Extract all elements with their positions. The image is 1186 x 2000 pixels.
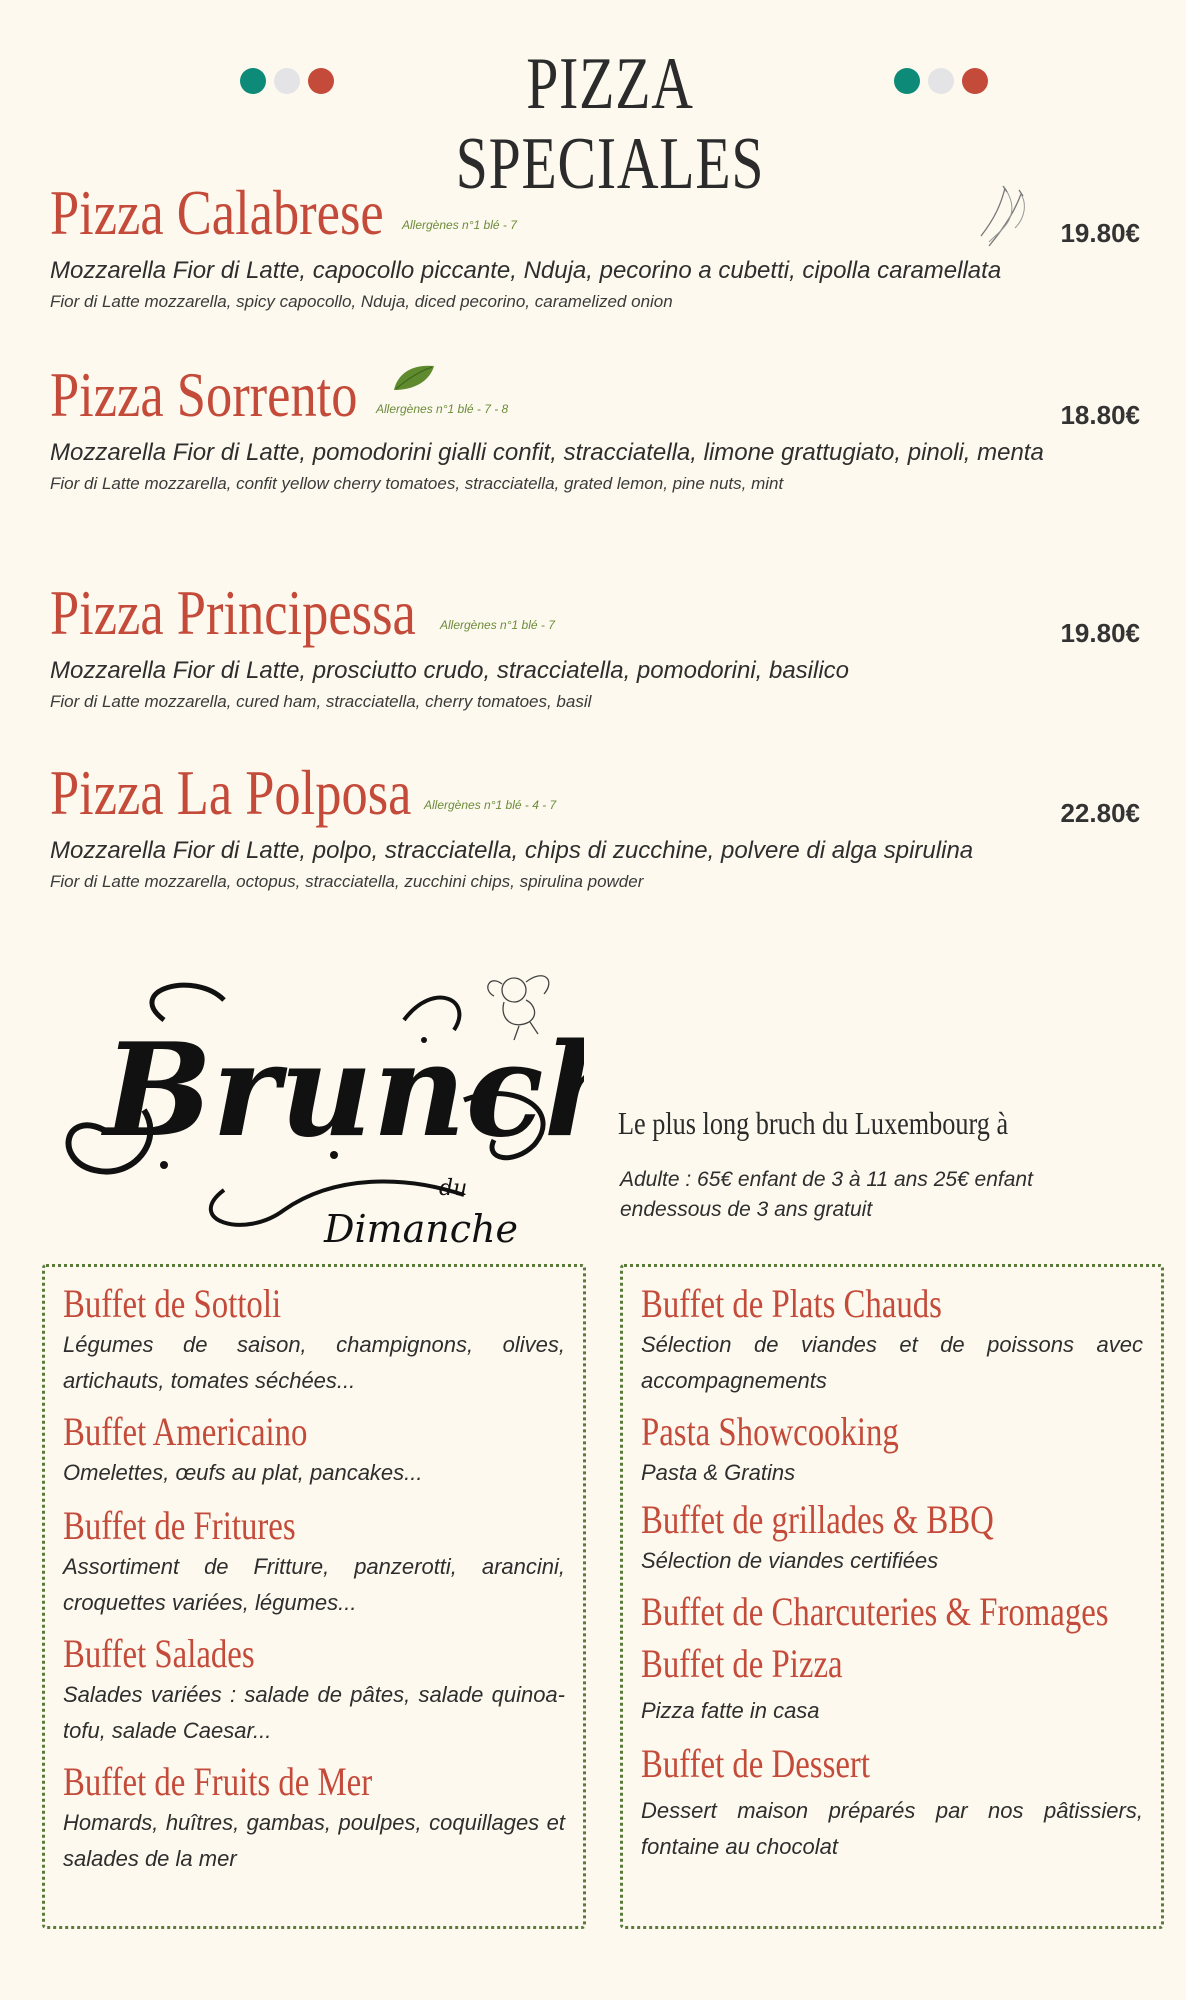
- buffet-name: Buffet Salades: [63, 1631, 255, 1676]
- buffet-description: Sélection de viandes et de poissons avec accompagnements: [641, 1332, 1143, 1393]
- pizza-item-principessa: [50, 578, 1140, 712]
- pizza-price: 19.80€: [1060, 618, 1140, 648]
- brunch-title: Brunch: [104, 1016, 584, 1166]
- brunch-du: du: [439, 1176, 468, 1201]
- buffet-item: [63, 1631, 565, 1749]
- buffet-name: Buffet de Sottoli: [63, 1281, 282, 1326]
- buffet-description: Pizza fatte in casa: [641, 1698, 820, 1723]
- buffet-description: Omelettes, œufs au plat, pancakes...: [63, 1460, 423, 1485]
- buffet-description: Sélection de viandes certifiées: [641, 1548, 939, 1573]
- white-dot: [928, 68, 954, 94]
- italian-flag-dots-right: [894, 68, 988, 94]
- buffet-description: Salades variées : salade de pâtes, salade quinoa-tofu, salade Caesar...: [63, 1682, 565, 1743]
- allergen-note: Allergènes n°1 blé - 7: [402, 218, 517, 232]
- brunch-dimanche: Dimanche: [324, 1207, 519, 1250]
- red-dot: [962, 68, 988, 94]
- italian-flag-dots-left: [240, 68, 334, 94]
- red-dot: [308, 68, 334, 94]
- buffet-name: Buffet de grillades & BBQ: [641, 1497, 994, 1542]
- pizza-price: 19.80€: [1060, 218, 1140, 248]
- buffet-item: [641, 1741, 1143, 1865]
- pizza-description: Mozzarella Fior di Latte, polpo, stracciatella, chips di zucchine, polvere di alga spirulina: [50, 837, 974, 864]
- allergen-note: Allergènes n°1 blé - 4 - 7: [424, 798, 557, 812]
- pizza-translation: Fior di Latte mozzarella, confit yellow cherry tomatoes, stracciatella, grated lemon, pine nuts, mint: [50, 474, 784, 493]
- buffet-description: Assortiment de Fritture, panzerotti, arancini, croquettes variées, légumes...: [63, 1554, 565, 1615]
- buffet-item: [641, 1641, 1143, 1729]
- pizza-translation: Fior di Latte mozzarella, spicy capocollo, Nduja, diced pecorino, caramelized onion: [50, 292, 673, 311]
- pizza-item-sorrento: [50, 360, 1140, 494]
- chili-pepper-icon: [975, 184, 1031, 259]
- buffet-item: [63, 1281, 565, 1399]
- allergen-note: Allergènes n°1 blé - 7 - 8: [376, 402, 509, 416]
- buffet-description: Légumes de saison, champignons, olives, artichauts, tomates séchées...: [63, 1332, 565, 1393]
- buffet-description: Homards, huîtres, gambas, poulpes, coquillages et salades de la mer: [63, 1810, 565, 1871]
- pizza-price: 18.80€: [1060, 400, 1140, 430]
- brunch-pricing: Adulte : 65€ enfant de 3 à 11 ans 25€ enfant endessous de 3 ans gratuit: [620, 1168, 1033, 1221]
- buffet-item: [63, 1503, 565, 1621]
- buffet-name: Buffet de Fruits de Mer: [63, 1759, 373, 1804]
- green-dot: [894, 68, 920, 94]
- buffet-item: [641, 1497, 1143, 1579]
- buffet-description: Pasta & Gratins: [641, 1460, 796, 1485]
- menu-header: [0, 43, 1186, 205]
- buffet-item: [63, 1409, 565, 1491]
- pizza-translation: Fior di Latte mozzarella, cured ham, stracciatella, cherry tomatoes, basil: [50, 692, 592, 711]
- allergen-note: Allergènes n°1 blé - 7: [440, 618, 555, 632]
- buffet-description: Dessert maison préparés par nos pâtissiers, fontaine au chocolat: [641, 1798, 1143, 1859]
- green-dot: [240, 68, 266, 94]
- buffet-item: [63, 1759, 565, 1877]
- buffet-item: [641, 1589, 1143, 1635]
- pizza-translation: Fior di Latte mozzarella, octopus, stracciatella, zucchini chips, spirulina powder: [50, 872, 644, 891]
- brunch-tagline: Le plus long bruch du Luxembourg à: [618, 1105, 1009, 1141]
- buffet-list-right: [620, 1264, 1164, 1929]
- buffet-name: Buffet de Dessert: [641, 1741, 870, 1786]
- pizza-price: 22.80€: [1060, 798, 1140, 828]
- page-title: PIZZA SPECIALES: [455, 43, 765, 205]
- pizza-description: Mozzarella Fior di Latte, capocollo piccante, Nduja, pecorino a cubetti, cipolla caramellata: [50, 257, 1002, 284]
- pizza-item-la-polposa: [50, 758, 1140, 892]
- pizza-description: Mozzarella Fior di Latte, pomodorini gialli confit, stracciatella, limone grattugiato, pinoli, menta: [50, 439, 1044, 466]
- pizza-item-calabrese: [50, 178, 1140, 312]
- buffet-item: [641, 1281, 1143, 1399]
- brunch-logo: [44, 960, 584, 1250]
- buffet-item: [641, 1409, 1143, 1491]
- buffet-list-left: [42, 1264, 586, 1929]
- pizza-description: Mozzarella Fior di Latte, prosciutto crudo, stracciatella, pomodorini, basilico: [50, 657, 850, 684]
- buffet-name: Buffet de Charcuteries & Fromages: [641, 1589, 1109, 1634]
- white-dot: [274, 68, 300, 94]
- buffet-name: Buffet de Plats Chauds: [641, 1281, 942, 1326]
- pizza-name: Pizza Sorrento: [50, 359, 358, 430]
- buffet-name: Buffet Americaino: [63, 1409, 308, 1454]
- buffet-name: Pasta Showcooking: [641, 1409, 899, 1454]
- pizza-name: Pizza Principessa: [50, 577, 416, 648]
- buffet-name: Buffet de Fritures: [63, 1503, 296, 1548]
- buffet-name: Buffet de Pizza: [641, 1641, 843, 1686]
- pizza-name: Pizza La Polposa: [50, 757, 412, 828]
- pizza-name: Pizza Calabrese: [50, 177, 384, 248]
- vegetarian-leaf-icon: [392, 362, 436, 397]
